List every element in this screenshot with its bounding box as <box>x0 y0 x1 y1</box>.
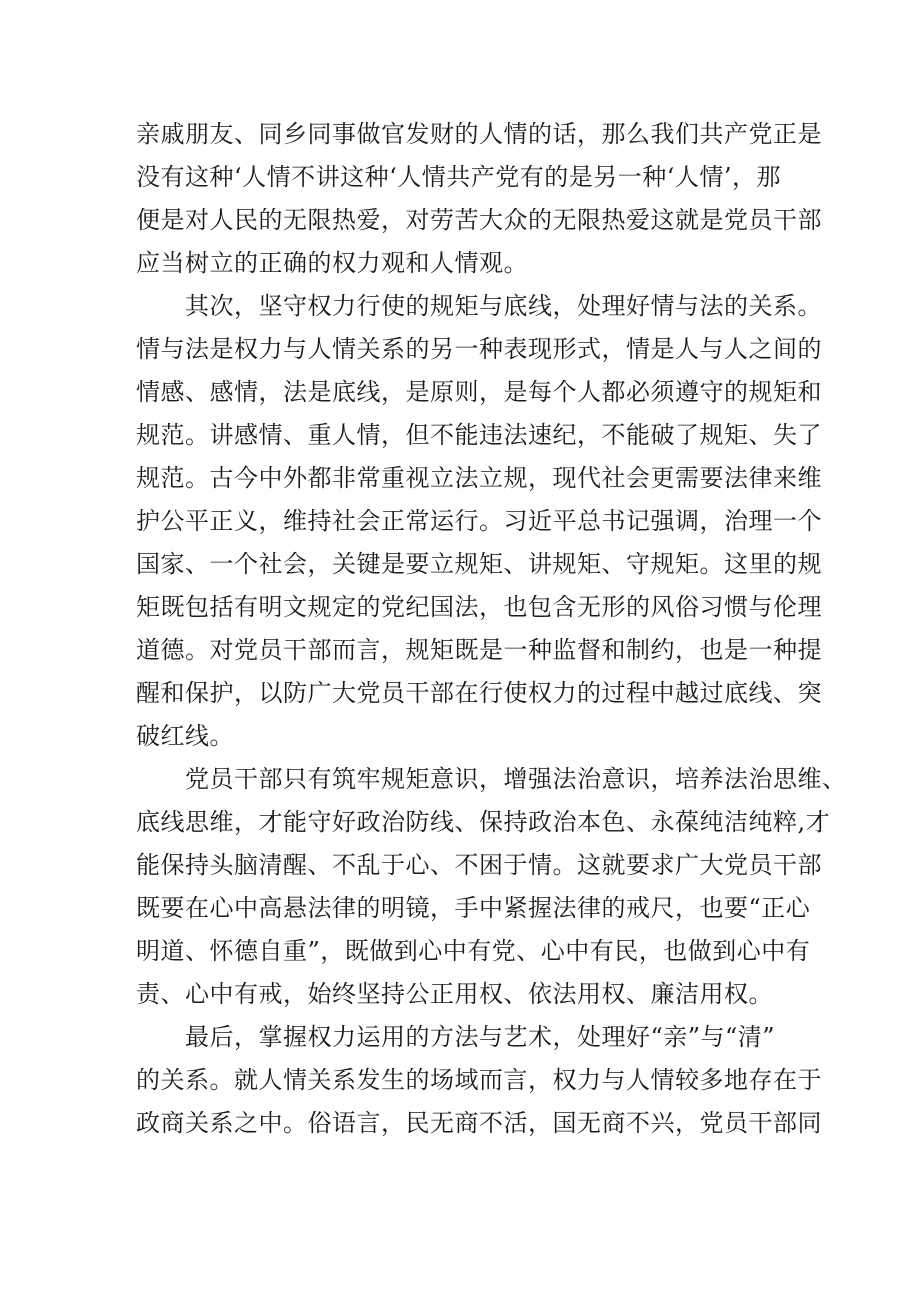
text-line: 能保持头脑清醒、不乱于心、不困于情。这就要求广大党员干部 <box>136 851 822 879</box>
text-line: 情与法是权力与人情关系的另一种表现形式，情是人与人之间的 <box>136 335 822 363</box>
text-line: 没有这种‘人情不讲这种‘人情共产党有的是另一种‘人情’，那 <box>136 163 782 191</box>
text-line: 醒和保护，以防广大党员干部在行使权力的过程中越过底线、突 <box>136 679 822 707</box>
text-line: 规范。古今中外都非常重视立法立规，现代社会更需要法律来维 <box>136 464 822 492</box>
text-line: 既要在心中高悬法律的明镜，手中紧握法律的戒尺，也要“正心 <box>136 894 811 922</box>
text-line: 亲戚朋友、同乡同事做官发财的人情的话，那么我们共产党正是 <box>136 120 822 148</box>
text-line: 明道、怀德自重”，既做到心中有党、心中有民，也做到心中有 <box>136 937 811 965</box>
text-line: 政商关系之中。俗语言，民无商不活，国无商不兴，党员干部同 <box>136 1109 822 1137</box>
text-line: 最后，掌握权力运用的方法与艺术，处理好“亲”与“清” <box>185 1023 776 1051</box>
text-line: 规范。讲感情、重人情，但不能违法速纪，不能破了规矩、失了 <box>136 421 822 449</box>
text-line: 护公平正义，维持社会正常运行。习近平总书记强调，治理一个 <box>136 507 822 535</box>
text-line: 应当树立的正确的权力观和人情观。 <box>136 249 528 277</box>
text-line: 的关系。就人情关系发生的场域而言，权力与人情较多地存在于 <box>136 1066 822 1094</box>
text-line: 情感、感情，法是底线，是原则，是每个人都必须遵守的规矩和 <box>136 378 822 406</box>
text-line: 国家、一个社会，关键是要立规矩、讲规矩、守规矩。这里的规 <box>136 550 822 578</box>
text-line: 破红线。 <box>136 722 234 750</box>
text-line: 责、心中有戒，始终坚持公正用权、依法用权、廉洁用权。 <box>136 980 773 1008</box>
text-line: 矩既包括有明文规定的党纪国法，也包含无形的风俗习惯与伦理 <box>136 593 822 621</box>
text-line: 底线思维，才能守好政治防线、保持政治本色、永葆纯洁纯粹,才 <box>136 808 831 836</box>
text-line: 道德。对党员干部而言，规矩既是一种监督和制约，也是一种提 <box>136 636 822 664</box>
text-line: 其次，坚守权力行使的规矩与底线，处理好情与法的关系。 <box>185 292 822 320</box>
document-body <box>136 113 847 1145</box>
text-line: 便是对人民的无限热爱，对劳苦大众的无限热爱这就是党员干部 <box>136 206 822 234</box>
text-line: 党员干部只有筑牢规矩意识，增强法治意识，培养法治思维、 <box>185 765 847 793</box>
